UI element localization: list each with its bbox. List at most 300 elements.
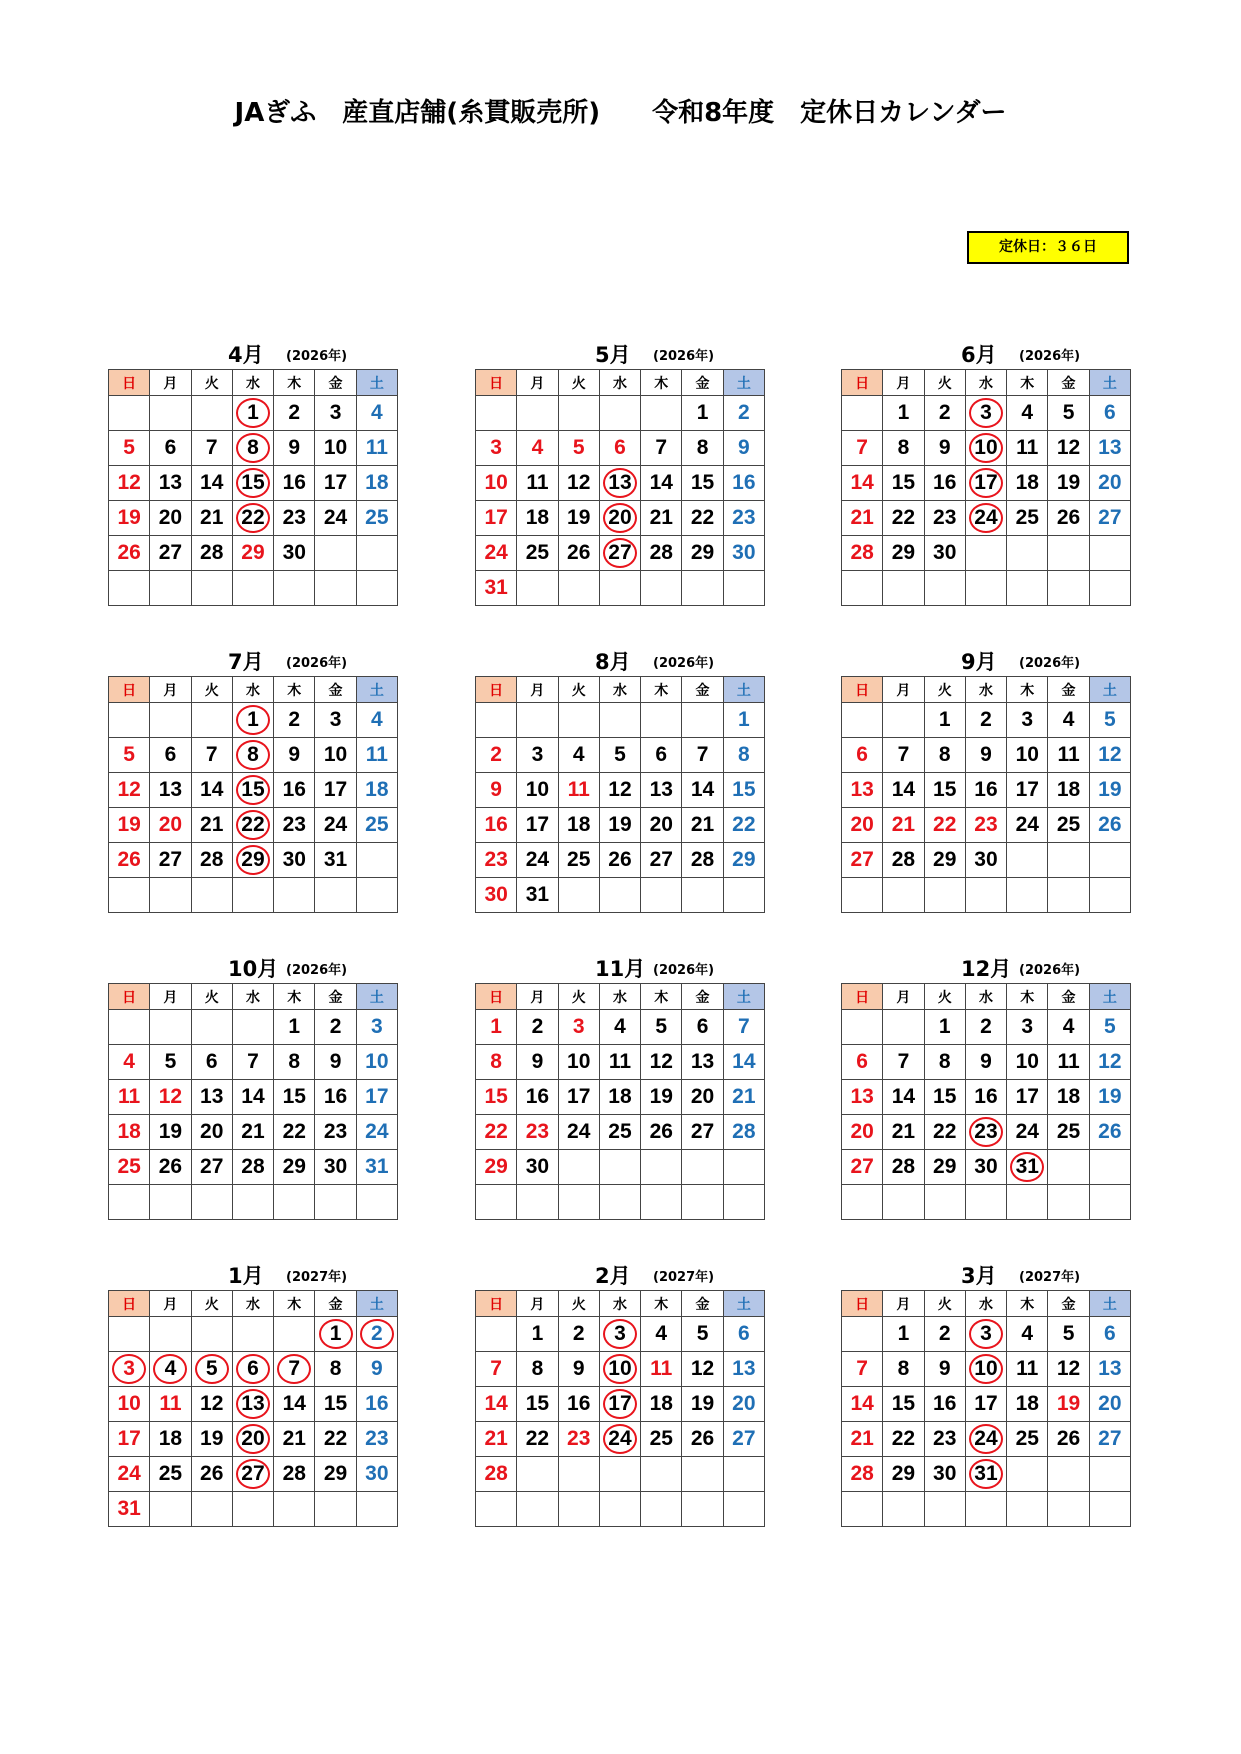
- day-cell: [1007, 571, 1048, 606]
- day-cell: [517, 501, 558, 536]
- closed-day-number: 23: [974, 1120, 998, 1143]
- month-header: [841, 949, 1131, 983]
- day-cell: [274, 1150, 315, 1185]
- day-cell: [965, 1387, 1006, 1422]
- weekday-header: 火: [558, 677, 599, 703]
- day-cell: [315, 1352, 356, 1387]
- day-cell: [109, 738, 150, 773]
- day-number: 29: [241, 541, 265, 564]
- day-number: 25: [1056, 1120, 1081, 1143]
- week-row: [476, 1317, 765, 1352]
- day-cell: [476, 773, 517, 808]
- day-cell: [558, 1080, 599, 1115]
- day-cell: [150, 1352, 191, 1387]
- day-cell: [274, 1317, 315, 1352]
- day-cell: [641, 1115, 682, 1150]
- day-cell: [1007, 1045, 1048, 1080]
- day-number: 30: [484, 883, 508, 906]
- day-number: 17: [1015, 778, 1039, 801]
- day-number: 17: [525, 813, 550, 836]
- day-number: 14: [690, 778, 715, 801]
- day-cell: [641, 431, 682, 466]
- day-cell: [1007, 501, 1048, 536]
- day-number: 25: [608, 1120, 632, 1143]
- day-cell: [315, 1080, 356, 1115]
- day-cell: [150, 1150, 191, 1185]
- day-cell: [1089, 1185, 1130, 1220]
- weekday-header: 土: [1089, 1291, 1130, 1317]
- day-number: 2: [329, 1015, 342, 1038]
- day-cell: [883, 1387, 924, 1422]
- day-cell: [599, 1080, 640, 1115]
- day-number: 26: [117, 848, 141, 871]
- day-number: 16: [323, 1085, 348, 1108]
- day-number: 5: [164, 1050, 177, 1073]
- day-cell: [232, 1457, 273, 1492]
- day-number: 9: [531, 1050, 544, 1073]
- day-number: 28: [282, 1462, 306, 1485]
- closed-day-number: 8: [247, 436, 259, 459]
- day-cell: [476, 1080, 517, 1115]
- closed-day-number: 1: [329, 1322, 342, 1345]
- day-number: 20: [158, 506, 183, 529]
- day-number: 18: [365, 471, 389, 494]
- day-cell: [517, 1457, 558, 1492]
- day-number: 22: [891, 1427, 916, 1450]
- day-cell: [315, 1185, 356, 1220]
- day-number: 10: [323, 743, 348, 766]
- day-cell: [232, 396, 273, 431]
- day-number: 17: [365, 1085, 389, 1108]
- day-number: 30: [933, 1462, 957, 1485]
- day-number: 1: [696, 401, 709, 424]
- weekday-header: 土: [1089, 370, 1130, 396]
- day-number: 28: [649, 541, 673, 564]
- day-cell: [356, 738, 397, 773]
- day-number: 16: [525, 1085, 550, 1108]
- day-cell: [274, 703, 315, 738]
- day-cell: [723, 571, 764, 606]
- day-cell: [191, 878, 232, 913]
- day-number: 16: [933, 471, 957, 494]
- day-number: 17: [484, 506, 508, 529]
- day-cell: [883, 843, 924, 878]
- day-cell: [1089, 1422, 1130, 1457]
- day-cell: [232, 1492, 273, 1527]
- day-cell: [599, 1317, 640, 1352]
- week-row: [109, 1317, 398, 1352]
- day-number: 23: [323, 1120, 348, 1143]
- day-cell: [476, 1317, 517, 1352]
- day-number: 23: [365, 1427, 389, 1450]
- day-cell: [356, 1387, 397, 1422]
- day-number: 11: [608, 1050, 632, 1073]
- day-cell: [274, 808, 315, 843]
- day-number: 21: [850, 506, 874, 529]
- day-cell: [965, 1150, 1006, 1185]
- day-number: 25: [158, 1462, 183, 1485]
- day-cell: [1089, 571, 1130, 606]
- closed-day-number: 17: [608, 1392, 632, 1415]
- day-cell: [883, 1422, 924, 1457]
- day-number: 5: [1062, 1322, 1075, 1345]
- closed-day-number: 27: [608, 541, 632, 564]
- day-number: 16: [974, 778, 998, 801]
- day-number: 1: [897, 401, 910, 424]
- day-cell: [517, 571, 558, 606]
- day-cell: [109, 1457, 150, 1492]
- day-cell: [1007, 1457, 1048, 1492]
- day-number: 26: [200, 1462, 224, 1485]
- closed-day-number: 15: [241, 471, 265, 494]
- day-cell: [1048, 738, 1089, 773]
- day-number: 31: [117, 1497, 141, 1520]
- day-cell: [723, 703, 764, 738]
- weekday-header: 金: [1048, 1291, 1089, 1317]
- week-row: [109, 703, 398, 738]
- day-cell: [150, 843, 191, 878]
- day-cell: [1089, 773, 1130, 808]
- day-number: 12: [1056, 1357, 1081, 1380]
- day-number: 12: [117, 471, 141, 494]
- day-number: 1: [288, 1015, 301, 1038]
- day-cell: [924, 1115, 965, 1150]
- day-number: 27: [850, 1155, 874, 1178]
- day-cell: [191, 1115, 232, 1150]
- day-number: 6: [1104, 1322, 1116, 1345]
- day-cell: [109, 878, 150, 913]
- day-cell: [476, 1422, 517, 1457]
- day-cell: [883, 1080, 924, 1115]
- day-number: 8: [938, 743, 951, 766]
- day-cell: [232, 571, 273, 606]
- day-cell: [641, 1492, 682, 1527]
- day-cell: [315, 396, 356, 431]
- day-number: 25: [1015, 506, 1039, 529]
- day-cell: [599, 1352, 640, 1387]
- day-cell: [1089, 1317, 1130, 1352]
- day-number: 20: [850, 813, 874, 836]
- weekday-header: 火: [924, 370, 965, 396]
- day-number: 21: [891, 1120, 916, 1143]
- day-cell: [150, 1422, 191, 1457]
- day-cell: [356, 1185, 397, 1220]
- day-cell: [924, 843, 965, 878]
- day-cell: [109, 431, 150, 466]
- day-cell: [641, 703, 682, 738]
- day-cell: [1007, 431, 1048, 466]
- month-calendar: [841, 642, 1131, 913]
- day-cell: [1048, 773, 1089, 808]
- day-cell: [965, 738, 1006, 773]
- day-cell: [315, 1422, 356, 1457]
- day-cell: [883, 466, 924, 501]
- day-number: 7: [247, 1050, 259, 1073]
- day-cell: [109, 501, 150, 536]
- day-number: 23: [567, 1427, 591, 1450]
- day-cell: [965, 501, 1006, 536]
- week-row: [109, 1352, 398, 1387]
- day-number: 11: [567, 778, 590, 801]
- day-number: 9: [980, 743, 992, 766]
- day-number: 7: [856, 436, 868, 459]
- day-number: 25: [365, 813, 389, 836]
- week-row: [476, 1352, 765, 1387]
- day-cell: [232, 1150, 273, 1185]
- day-cell: [641, 843, 682, 878]
- week-row: [476, 1185, 765, 1220]
- day-number: 20: [158, 813, 183, 836]
- day-cell: [883, 396, 924, 431]
- day-number: 19: [690, 1392, 715, 1415]
- day-cell: [558, 1045, 599, 1080]
- day-cell: [1089, 501, 1130, 536]
- week-row: [476, 1387, 765, 1422]
- day-number: 11: [526, 471, 549, 494]
- day-cell: [842, 843, 883, 878]
- day-cell: [232, 1352, 273, 1387]
- day-number: 24: [117, 1462, 141, 1485]
- week-row: [109, 1457, 398, 1492]
- day-cell: [842, 703, 883, 738]
- day-number: 15: [282, 1085, 306, 1108]
- day-number: 17: [567, 1085, 591, 1108]
- day-cell: [274, 1422, 315, 1457]
- day-cell: [641, 1317, 682, 1352]
- day-number: 8: [329, 1357, 342, 1380]
- weekday-header: 木: [274, 370, 315, 396]
- day-number: 27: [1098, 506, 1122, 529]
- weekday-header: 金: [1048, 677, 1089, 703]
- day-number: 13: [200, 1085, 224, 1108]
- day-cell: [558, 571, 599, 606]
- day-cell: [641, 1010, 682, 1045]
- week-row: [842, 1387, 1131, 1422]
- month-year: (2026年): [286, 963, 348, 978]
- day-number: 15: [933, 778, 957, 801]
- day-number: 24: [484, 541, 508, 564]
- day-number: 3: [531, 743, 544, 766]
- day-number: 4: [531, 436, 544, 459]
- day-cell: [682, 1457, 723, 1492]
- week-row: [476, 536, 765, 571]
- day-cell: [232, 536, 273, 571]
- day-number: 4: [371, 708, 383, 731]
- month-title: 12月: [961, 957, 1012, 981]
- day-cell: [1048, 571, 1089, 606]
- day-number: 2: [572, 1322, 585, 1345]
- day-number: 27: [850, 848, 874, 871]
- weekday-header: 火: [558, 370, 599, 396]
- day-cell: [682, 1010, 723, 1045]
- day-cell: [476, 396, 517, 431]
- weekday-header: 木: [641, 677, 682, 703]
- day-cell: [682, 738, 723, 773]
- day-cell: [723, 1115, 764, 1150]
- day-number: 5: [572, 436, 585, 459]
- day-cell: [682, 1045, 723, 1080]
- day-number: 14: [200, 471, 224, 494]
- weekday-header: 火: [558, 1291, 599, 1317]
- closed-day-number: 3: [123, 1357, 135, 1380]
- day-number: 9: [371, 1357, 383, 1380]
- weekday-header: 火: [191, 677, 232, 703]
- day-cell: [109, 466, 150, 501]
- day-cell: [1007, 396, 1048, 431]
- day-cell: [191, 1317, 232, 1352]
- weekday-header: 日: [476, 677, 517, 703]
- day-number: 31: [525, 883, 550, 906]
- week-row: [109, 431, 398, 466]
- day-number: 15: [891, 1392, 916, 1415]
- day-cell: [1007, 738, 1048, 773]
- day-cell: [641, 878, 682, 913]
- day-number: 5: [123, 743, 135, 766]
- day-number: 8: [738, 743, 750, 766]
- week-row: [842, 431, 1131, 466]
- weekday-header: 土: [356, 1291, 397, 1317]
- day-cell: [883, 431, 924, 466]
- weekday-header: 金: [682, 1291, 723, 1317]
- day-number: 16: [974, 1085, 998, 1108]
- day-cell: [232, 773, 273, 808]
- day-cell: [476, 571, 517, 606]
- day-cell: [599, 1387, 640, 1422]
- day-number: 2: [980, 708, 992, 731]
- day-number: 28: [850, 541, 874, 564]
- day-cell: [517, 1150, 558, 1185]
- day-cell: [723, 1457, 764, 1492]
- day-cell: [842, 536, 883, 571]
- day-cell: [641, 1045, 682, 1080]
- day-cell: [599, 466, 640, 501]
- day-cell: [1007, 1422, 1048, 1457]
- day-number: 18: [365, 778, 389, 801]
- week-row: [842, 1422, 1131, 1457]
- month-table: [475, 1290, 765, 1527]
- day-cell: [558, 773, 599, 808]
- closed-day-number: 24: [974, 506, 998, 529]
- day-number: 18: [1056, 778, 1081, 801]
- day-cell: [109, 703, 150, 738]
- day-cell: [517, 808, 558, 843]
- day-cell: [274, 571, 315, 606]
- month-calendar: [108, 1256, 398, 1527]
- day-cell: [599, 1457, 640, 1492]
- day-cell: [883, 1115, 924, 1150]
- day-cell: [150, 536, 191, 571]
- day-cell: [1048, 431, 1089, 466]
- day-number: 1: [897, 1322, 910, 1345]
- weekday-header: 月: [150, 677, 191, 703]
- week-row: [109, 1422, 398, 1457]
- day-cell: [1089, 878, 1130, 913]
- weekday-header: 日: [842, 1291, 883, 1317]
- day-cell: [883, 571, 924, 606]
- week-row: [109, 1010, 398, 1045]
- day-cell: [924, 1387, 965, 1422]
- day-number: 24: [1015, 1120, 1039, 1143]
- day-number: 29: [484, 1155, 508, 1178]
- day-number: 1: [938, 1015, 951, 1038]
- closed-day-number: 29: [241, 848, 265, 871]
- week-row: [842, 843, 1131, 878]
- day-number: 21: [850, 1427, 874, 1450]
- weekday-header: 日: [476, 984, 517, 1010]
- week-row: [476, 1080, 765, 1115]
- day-cell: [965, 466, 1006, 501]
- day-number: 7: [655, 436, 668, 459]
- day-number: 1: [490, 1015, 502, 1038]
- month-header: [475, 642, 765, 676]
- day-cell: [1048, 1422, 1089, 1457]
- day-number: 14: [850, 471, 874, 494]
- day-cell: [599, 1492, 640, 1527]
- day-cell: [1048, 1115, 1089, 1150]
- day-number: 24: [323, 506, 348, 529]
- weekday-header: 水: [599, 984, 640, 1010]
- day-number: 30: [365, 1462, 389, 1485]
- day-cell: [476, 843, 517, 878]
- day-number: 20: [200, 1120, 224, 1143]
- day-cell: [599, 501, 640, 536]
- weekday-header: 月: [517, 677, 558, 703]
- day-number: 27: [649, 848, 673, 871]
- day-cell: [356, 466, 397, 501]
- day-cell: [682, 1352, 723, 1387]
- day-cell: [1048, 1317, 1089, 1352]
- day-number: 19: [649, 1085, 673, 1108]
- day-cell: [558, 1115, 599, 1150]
- day-number: 19: [1056, 1392, 1081, 1415]
- month-header: [108, 1256, 398, 1290]
- day-number: 29: [933, 848, 957, 871]
- day-number: 23: [282, 813, 306, 836]
- day-cell: [315, 1045, 356, 1080]
- day-cell: [315, 536, 356, 571]
- day-cell: [356, 1115, 397, 1150]
- day-cell: [517, 738, 558, 773]
- day-number: 7: [490, 1357, 502, 1380]
- day-cell: [1007, 1387, 1048, 1422]
- day-cell: [191, 431, 232, 466]
- day-cell: [191, 1080, 232, 1115]
- day-number: 6: [1104, 401, 1116, 424]
- day-number: 28: [200, 848, 224, 871]
- day-number: 19: [117, 813, 141, 836]
- day-number: 7: [738, 1015, 750, 1038]
- day-cell: [883, 1010, 924, 1045]
- day-number: 26: [1098, 1120, 1122, 1143]
- day-number: 29: [690, 541, 715, 564]
- day-number: 10: [365, 1050, 389, 1073]
- week-row: [476, 431, 765, 466]
- day-cell: [274, 466, 315, 501]
- day-cell: [1089, 1010, 1130, 1045]
- day-cell: [517, 703, 558, 738]
- month-table: [108, 676, 398, 913]
- day-cell: [924, 1010, 965, 1045]
- day-number: 10: [323, 436, 348, 459]
- day-cell: [191, 1387, 232, 1422]
- day-cell: [641, 1422, 682, 1457]
- day-number: 6: [738, 1322, 750, 1345]
- day-number: 19: [158, 1120, 183, 1143]
- day-number: 7: [696, 743, 709, 766]
- day-cell: [599, 536, 640, 571]
- day-cell: [641, 773, 682, 808]
- day-cell: [965, 571, 1006, 606]
